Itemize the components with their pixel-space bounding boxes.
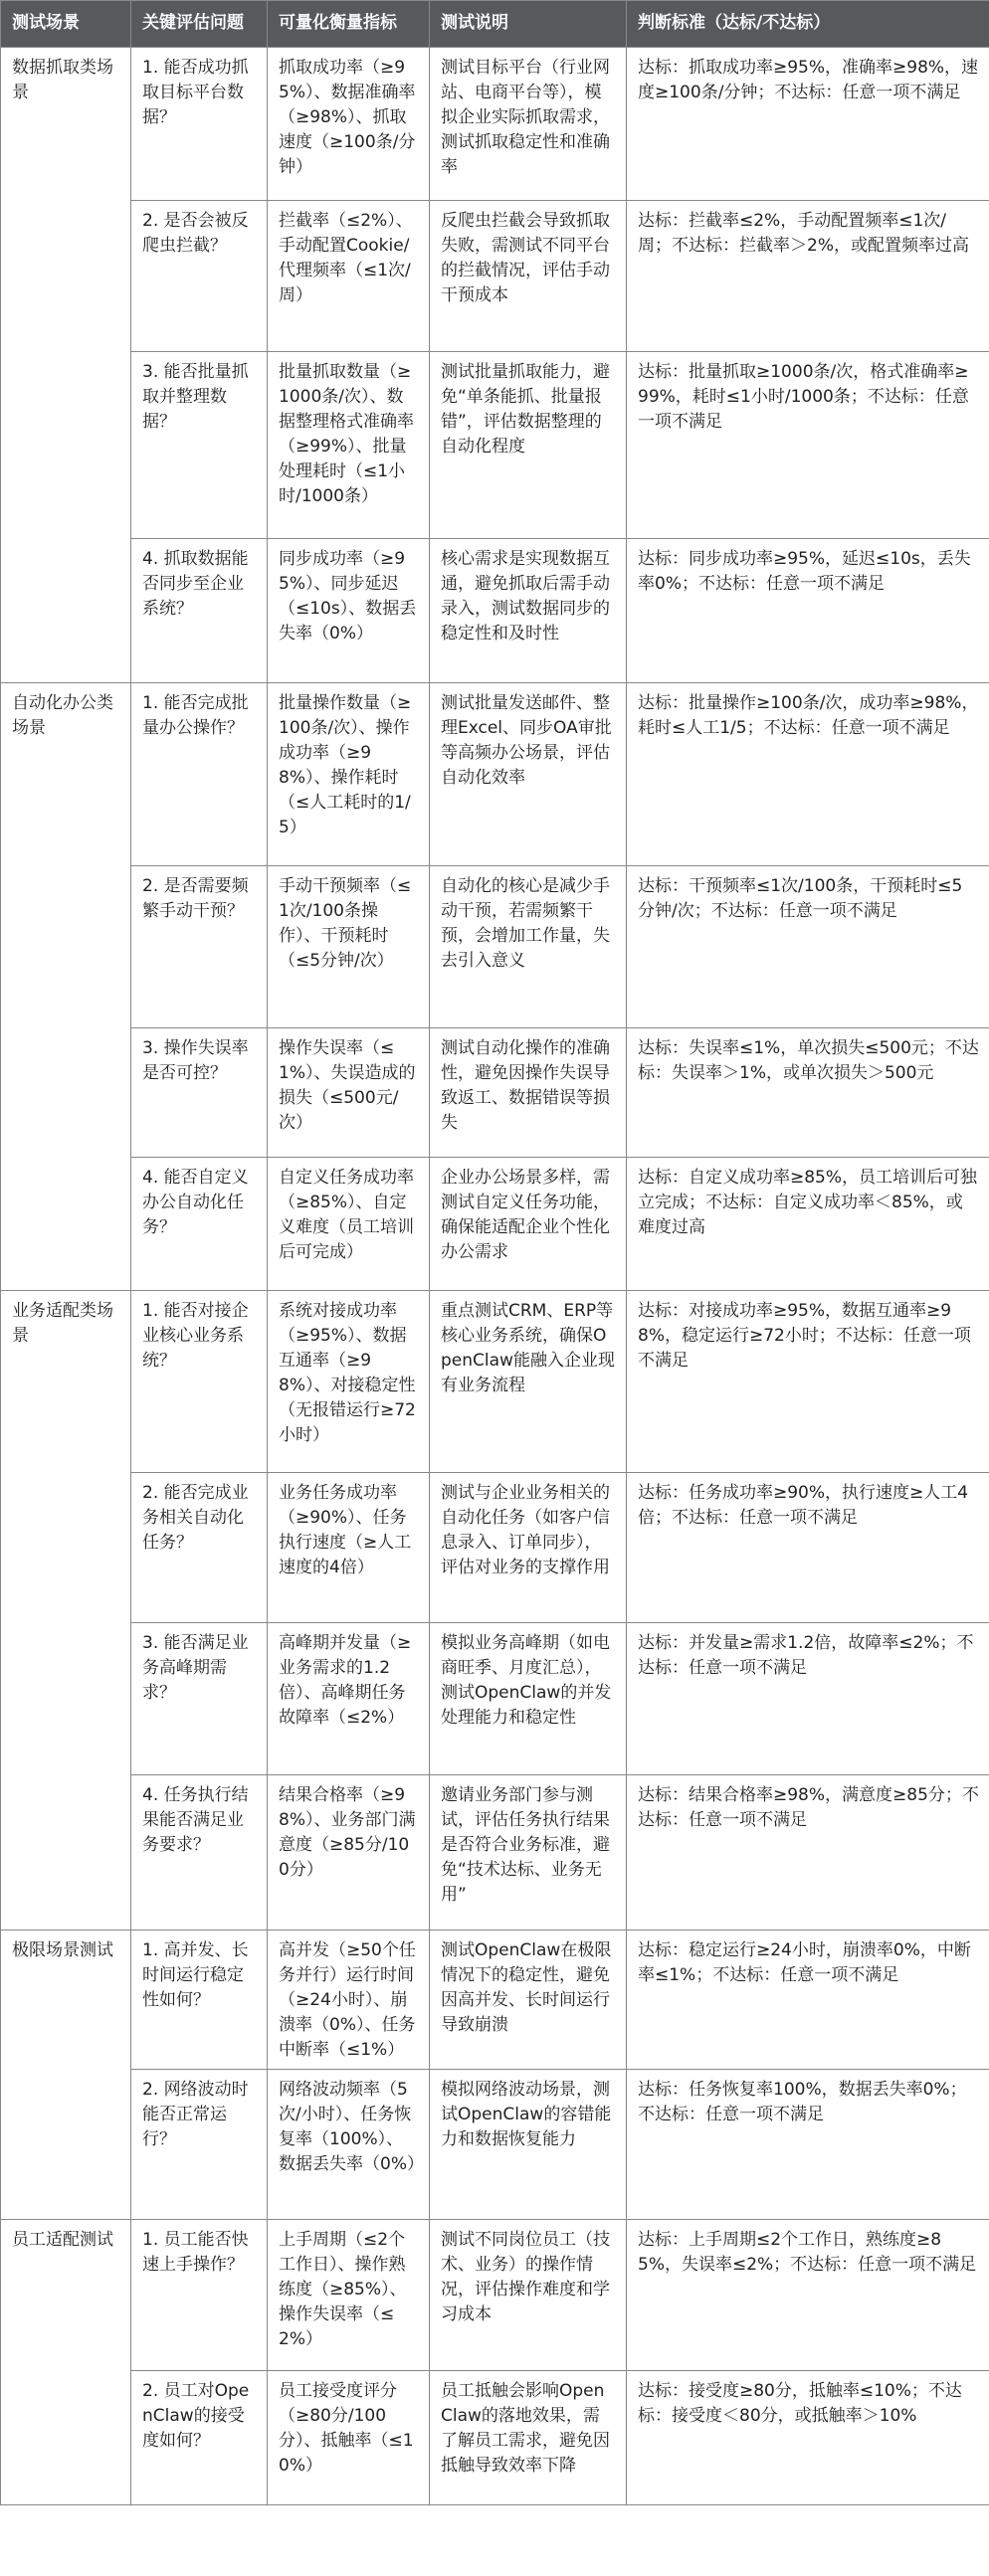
table-row bbox=[1, 2220, 989, 2371]
table-row bbox=[1, 352, 989, 539]
metric-cell: 同步成功率（≥95%）、同步延迟（≤10s）、数据丢失率（0%） bbox=[268, 539, 430, 683]
scene-cell: 自动化办公类场景 bbox=[1, 683, 131, 1291]
question-cell: 3. 能否批量抓取并整理数据？ bbox=[131, 352, 268, 539]
description-cell: 模拟网络波动场景，测试OpenClaw的容错能力和数据恢复能力 bbox=[430, 2070, 627, 2220]
metric-cell: 自定义任务成功率（≥85%）、自定义难度（员工培训后可完成） bbox=[268, 1158, 430, 1291]
description-cell: 企业办公场景多样，需测试自定义任务功能，确保能适配企业个性化办公需求 bbox=[430, 1158, 627, 1291]
table-row bbox=[1, 1158, 989, 1291]
header-metric: 可量化衡量指标 bbox=[268, 1, 430, 48]
table-row bbox=[1, 201, 989, 352]
table-body bbox=[1, 48, 989, 2505]
table-row bbox=[1, 683, 989, 866]
standard-cell: 达标：稳定运行≥24小时，崩溃率0%，中断率≤1%；不达标：任意一项不满足 bbox=[627, 1931, 989, 2070]
standard-cell: 达标：干预频率≤1次/100条，干预耗时≤5分钟/次；不达标：任意一项不满足 bbox=[627, 866, 989, 1028]
question-cell: 4. 任务执行结果能否满足业务要求？ bbox=[131, 1775, 268, 1931]
standard-cell: 达标：上手周期≤2个工作日，熟练度≥85%，失误率≤2%；不达标：任意一项不满足 bbox=[627, 2220, 989, 2371]
table-row bbox=[1, 539, 989, 683]
description-cell: 邀请业务部门参与测试，评估任务执行结果是否符合业务标准，避免“技术达标、业务无用” bbox=[430, 1775, 627, 1931]
description-cell: 员工抵触会影响OpenClaw的落地效果，需了解员工需求，避免因抵触导致效率下降 bbox=[430, 2371, 627, 2505]
description-cell: 测试与企业业务相关的自动化任务（如客户信息录入、订单同步），评估对业务的支撑作用 bbox=[430, 1473, 627, 1623]
description-cell: 反爬虫拦截会导致抓取失败，需测试不同平台的拦截情况，评估手动干预成本 bbox=[430, 201, 627, 352]
header-standard: 判断标准（达标/不达标） bbox=[627, 1, 989, 48]
table-row bbox=[1, 1291, 989, 1473]
question-cell: 2. 是否需要频繁手动干预？ bbox=[131, 866, 268, 1028]
metric-cell: 高并发（≥50个任务并行）运行时间（≥24小时）、崩溃率（0%）、任务中断率（≤1%） bbox=[268, 1931, 430, 2070]
metric-cell: 系统对接成功率（≥95%）、数据互通率（≥98%）、对接稳定性（无报错运行≥72小时） bbox=[268, 1291, 430, 1473]
description-cell: 测试批量发送邮件、整理Excel、同步OA审批等高频办公场景，评估自动化效率 bbox=[430, 683, 627, 866]
header-description: 测试说明 bbox=[430, 1, 627, 48]
description-cell: 测试自动化操作的准确性，避免因操作失误导致返工、数据错误等损失 bbox=[430, 1028, 627, 1158]
table-row bbox=[1, 1623, 989, 1775]
metric-cell: 抓取成功率（≥95%）、数据准确率（≥98%）、抓取速度（≥100条/分钟） bbox=[268, 48, 430, 201]
table-row bbox=[1, 2070, 989, 2220]
metric-cell: 业务任务成功率（≥90%）、任务执行速度（≥人工速度的4倍） bbox=[268, 1473, 430, 1623]
description-cell: 测试OpenClaw在极限情况下的稳定性，避免因高并发、长时间运行导致崩溃 bbox=[430, 1931, 627, 2070]
header-question: 关键评估问题 bbox=[131, 1, 268, 48]
metric-cell: 结果合格率（≥98%）、业务部门满意度（≥85分/100分） bbox=[268, 1775, 430, 1931]
description-cell: 测试目标平台（行业网站、电商平台等），模拟企业实际抓取需求，测试抓取稳定性和准确率 bbox=[430, 48, 627, 201]
metric-cell: 操作失误率（≤1%）、失误造成的损失（≤500元/次） bbox=[268, 1028, 430, 1158]
question-cell: 3. 操作失误率是否可控？ bbox=[131, 1028, 268, 1158]
description-cell: 测试批量抓取能力，避免“单条能抓、批量报错”，评估数据整理的自动化程度 bbox=[430, 352, 627, 539]
scene-cell: 员工适配测试 bbox=[1, 2220, 131, 2505]
standard-cell: 达标：接受度≥80分，抵触率≤10%；不达标：接受度＜80分，或抵触率＞10% bbox=[627, 2371, 989, 2505]
metric-cell: 网络波动频率（5次/小时）、任务恢复率（100%）、数据丢失率（0%） bbox=[268, 2070, 430, 2220]
standard-cell: 达标：并发量≥需求1.2倍，故障率≤2%；不达标：任意一项不满足 bbox=[627, 1623, 989, 1775]
question-cell: 2. 能否完成业务相关自动化任务？ bbox=[131, 1473, 268, 1623]
metric-cell: 手动干预频率（≤1次/100条操作）、干预耗时（≤5分钟/次） bbox=[268, 866, 430, 1028]
metric-cell: 高峰期并发量（≥业务需求的1.2倍）、高峰期任务故障率（≤2%） bbox=[268, 1623, 430, 1775]
question-cell: 2. 网络波动时能否正常运行？ bbox=[131, 2070, 268, 2220]
metric-cell: 上手周期（≤2个工作日）、操作熟练度（≥85%）、操作失误率（≤2%） bbox=[268, 2220, 430, 2371]
standard-cell: 达标：任务恢复率100%，数据丢失率0%；不达标：任意一项不满足 bbox=[627, 2070, 989, 2220]
metric-cell: 拦截率（≤2%）、手动配置Cookie/代理频率（≤1次/周） bbox=[268, 201, 430, 352]
description-cell: 自动化的核心是减少手动干预，若需频繁干预，会增加工作量，失去引入意义 bbox=[430, 866, 627, 1028]
question-cell: 1. 能否成功抓取目标平台数据？ bbox=[131, 48, 268, 201]
standard-cell: 达标：批量操作≥100条/次，成功率≥98%，耗时≤人工1/5；不达标：任意一项不满足 bbox=[627, 683, 989, 866]
description-cell: 重点测试CRM、ERP等核心业务系统，确保OpenClaw能融入企业现有业务流程 bbox=[430, 1291, 627, 1473]
table-row bbox=[1, 1931, 989, 2070]
standard-cell: 达标：自定义成功率≥85%，员工培训后可独立完成；不达标：自定义成功率＜85%，或难度过高 bbox=[627, 1158, 989, 1291]
standard-cell: 达标：抓取成功率≥95%，准确率≥98%，速度≥100条/分钟；不达标：任意一项不满足 bbox=[627, 48, 989, 201]
question-cell: 2. 是否会被反爬虫拦截？ bbox=[131, 201, 268, 352]
question-cell: 3. 能否满足业务高峰期需求？ bbox=[131, 1623, 268, 1775]
description-cell: 模拟业务高峰期（如电商旺季、月度汇总），测试OpenClaw的并发处理能力和稳定性 bbox=[430, 1623, 627, 1775]
standard-cell: 达标：对接成功率≥95%，数据互通率≥98%，稳定运行≥72小时；不达标：任意一项不满足 bbox=[627, 1291, 989, 1473]
question-cell: 1. 员工能否快速上手操作？ bbox=[131, 2220, 268, 2371]
table-row bbox=[1, 866, 989, 1028]
standard-cell: 达标：同步成功率≥95%，延迟≤10s，丢失率0%；不达标：任意一项不满足 bbox=[627, 539, 989, 683]
standard-cell: 达标：批量抓取≥1000条/次，格式准确率≥99%，耗时≤1小时/1000条；不达标：任意一项不满足 bbox=[627, 352, 989, 539]
question-cell: 2. 员工对OpenClaw的接受度如何？ bbox=[131, 2371, 268, 2505]
table-row bbox=[1, 1775, 989, 1931]
question-cell: 4. 抓取数据能否同步至企业系统？ bbox=[131, 539, 268, 683]
scene-cell: 数据抓取类场景 bbox=[1, 48, 131, 683]
question-cell: 1. 高并发、长时间运行稳定性如何？ bbox=[131, 1931, 268, 2070]
table-row bbox=[1, 48, 989, 201]
metric-cell: 批量抓取数量（≥1000条/次）、数据整理格式准确率（≥99%）、批量处理耗时（≤1小时/1000条） bbox=[268, 352, 430, 539]
question-cell: 1. 能否对接企业核心业务系统？ bbox=[131, 1291, 268, 1473]
table-row bbox=[1, 2371, 989, 2505]
metric-cell: 员工接受度评分（≥80分/100分）、抵触率（≤10%） bbox=[268, 2371, 430, 2505]
standard-cell: 达标：任务成功率≥90%，执行速度≥人工4倍；不达标：任意一项不满足 bbox=[627, 1473, 989, 1623]
table-row bbox=[1, 1473, 989, 1623]
question-cell: 4. 能否自定义办公自动化任务？ bbox=[131, 1158, 268, 1291]
metric-cell: 批量操作数量（≥100条/次）、操作成功率（≥98%）、操作耗时（≤人工耗时的1/5） bbox=[268, 683, 430, 866]
header-scene: 测试场景 bbox=[1, 1, 131, 48]
scene-cell: 极限场景测试 bbox=[1, 1931, 131, 2220]
standard-cell: 达标：拦截率≤2%，手动配置频率≤1次/周；不达标：拦截率＞2%，或配置频率过高 bbox=[627, 201, 989, 352]
question-cell: 1. 能否完成批量办公操作？ bbox=[131, 683, 268, 866]
table-row bbox=[1, 1028, 989, 1158]
description-cell: 核心需求是实现数据互通，避免抓取后需手动录入，测试数据同步的稳定性和及时性 bbox=[430, 539, 627, 683]
description-cell: 测试不同岗位员工（技术、业务）的操作情况，评估操作难度和学习成本 bbox=[430, 2220, 627, 2371]
scene-cell: 业务适配类场景 bbox=[1, 1291, 131, 1931]
standard-cell: 达标：结果合格率≥98%，满意度≥85分；不达标：任意一项不满足 bbox=[627, 1775, 989, 1931]
header-row bbox=[1, 1, 989, 48]
standard-cell: 达标：失误率≤1%，单次损失≤500元；不达标：失误率＞1%，或单次损失＞500元 bbox=[627, 1028, 989, 1158]
